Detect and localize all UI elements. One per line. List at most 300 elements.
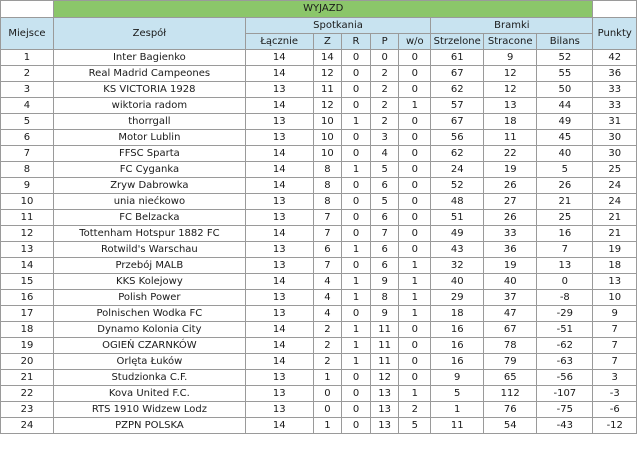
cell-stracone: 26	[484, 178, 537, 194]
cell-bilans: 0	[537, 274, 593, 290]
cell-strzelone: 9	[431, 370, 484, 386]
cell-bilans: 25	[537, 210, 593, 226]
cell-r: 1	[342, 338, 371, 354]
cell-miejsce: 10	[1, 194, 54, 210]
cell-strzelone: 52	[431, 178, 484, 194]
cell-bilans: 7	[537, 242, 593, 258]
cell-strzelone: 11	[431, 418, 484, 434]
cell-z: 2	[313, 354, 342, 370]
cell-miejsce: 15	[1, 274, 54, 290]
cell-bilans: -107	[537, 386, 593, 402]
cell-z: 11	[313, 82, 342, 98]
cell-zespol: Motor Lublin	[53, 130, 245, 146]
cell-lacznie: 14	[245, 274, 313, 290]
cell-miejsce: 11	[1, 210, 54, 226]
cell-wo: 0	[399, 338, 431, 354]
header-stracone: Stracone	[484, 34, 537, 50]
cell-zespol: FC Cyganka	[53, 162, 245, 178]
header-wo: w/o	[399, 34, 431, 50]
cell-p: 9	[370, 274, 399, 290]
cell-punkty: 36	[593, 66, 637, 82]
cell-zespol: FFSC Sparta	[53, 146, 245, 162]
cell-wo: 0	[399, 130, 431, 146]
cell-stracone: 36	[484, 242, 537, 258]
table-row	[1, 210, 637, 226]
cell-punkty: -3	[593, 386, 637, 402]
cell-zespol: Inter Bagienko	[53, 50, 245, 66]
table-row	[1, 194, 637, 210]
cell-p: 0	[370, 50, 399, 66]
table-row	[1, 146, 637, 162]
cell-wo: 1	[399, 306, 431, 322]
cell-lacznie: 14	[245, 322, 313, 338]
cell-strzelone: 5	[431, 386, 484, 402]
cell-z: 0	[313, 386, 342, 402]
cell-wo: 0	[399, 210, 431, 226]
cell-z: 1	[313, 370, 342, 386]
table-row	[1, 338, 637, 354]
title-spacer-right	[593, 1, 637, 18]
cell-z: 4	[313, 306, 342, 322]
cell-wo: 0	[399, 194, 431, 210]
cell-stracone: 76	[484, 402, 537, 418]
cell-punkty: 7	[593, 322, 637, 338]
cell-miejsce: 7	[1, 146, 54, 162]
cell-stracone: 78	[484, 338, 537, 354]
cell-stracone: 12	[484, 82, 537, 98]
cell-stracone: 112	[484, 386, 537, 402]
table-row	[1, 226, 637, 242]
cell-wo: 0	[399, 66, 431, 82]
cell-punkty: 31	[593, 114, 637, 130]
cell-bilans: -51	[537, 322, 593, 338]
cell-p: 2	[370, 114, 399, 130]
cell-z: 1	[313, 418, 342, 434]
table-row	[1, 402, 637, 418]
cell-strzelone: 51	[431, 210, 484, 226]
cell-zespol: KS VICTORIA 1928	[53, 82, 245, 98]
cell-r: 1	[342, 162, 371, 178]
cell-p: 11	[370, 354, 399, 370]
table-row	[1, 322, 637, 338]
cell-z: 14	[313, 50, 342, 66]
cell-miejsce: 20	[1, 354, 54, 370]
cell-bilans: -8	[537, 290, 593, 306]
cell-r: 0	[342, 66, 371, 82]
cell-lacznie: 13	[245, 258, 313, 274]
cell-strzelone: 48	[431, 194, 484, 210]
cell-r: 1	[342, 354, 371, 370]
cell-z: 10	[313, 146, 342, 162]
cell-stracone: 47	[484, 306, 537, 322]
header-row-top	[1, 18, 637, 34]
cell-punkty: 21	[593, 210, 637, 226]
cell-punkty: 30	[593, 146, 637, 162]
cell-miejsce: 14	[1, 258, 54, 274]
cell-z: 8	[313, 178, 342, 194]
cell-lacznie: 14	[245, 354, 313, 370]
cell-r: 0	[342, 50, 371, 66]
cell-strzelone: 56	[431, 130, 484, 146]
header-bramki: Bramki	[431, 18, 593, 34]
cell-z: 7	[313, 226, 342, 242]
cell-wo: 0	[399, 322, 431, 338]
cell-z: 6	[313, 242, 342, 258]
cell-bilans: 45	[537, 130, 593, 146]
cell-bilans: 26	[537, 178, 593, 194]
cell-bilans: 50	[537, 82, 593, 98]
cell-miejsce: 9	[1, 178, 54, 194]
cell-p: 9	[370, 306, 399, 322]
cell-z: 0	[313, 402, 342, 418]
cell-p: 13	[370, 402, 399, 418]
cell-wo: 0	[399, 146, 431, 162]
cell-lacznie: 13	[245, 386, 313, 402]
header-bilans: Bilans	[537, 34, 593, 50]
cell-stracone: 79	[484, 354, 537, 370]
cell-zespol: Rotwild's Warschau	[53, 242, 245, 258]
cell-z: 7	[313, 258, 342, 274]
cell-miejsce: 23	[1, 402, 54, 418]
cell-wo: 0	[399, 354, 431, 370]
cell-zespol: Kova United F.C.	[53, 386, 245, 402]
cell-lacznie: 13	[245, 114, 313, 130]
cell-strzelone: 32	[431, 258, 484, 274]
cell-stracone: 11	[484, 130, 537, 146]
cell-stracone: 9	[484, 50, 537, 66]
cell-miejsce: 17	[1, 306, 54, 322]
cell-bilans: -29	[537, 306, 593, 322]
cell-miejsce: 1	[1, 50, 54, 66]
table-row	[1, 66, 637, 82]
cell-lacznie: 13	[245, 290, 313, 306]
cell-punkty: 7	[593, 338, 637, 354]
cell-r: 1	[342, 290, 371, 306]
cell-zespol: FC Belzacka	[53, 210, 245, 226]
cell-wo: 0	[399, 242, 431, 258]
cell-strzelone: 67	[431, 66, 484, 82]
cell-strzelone: 67	[431, 114, 484, 130]
cell-wo: 0	[399, 226, 431, 242]
cell-bilans: 40	[537, 146, 593, 162]
cell-miejsce: 12	[1, 226, 54, 242]
table-row	[1, 418, 637, 434]
cell-zespol: Dynamo Kolonia City	[53, 322, 245, 338]
header-z: Z	[313, 34, 342, 50]
cell-p: 13	[370, 418, 399, 434]
cell-stracone: 37	[484, 290, 537, 306]
cell-p: 6	[370, 242, 399, 258]
cell-miejsce: 8	[1, 162, 54, 178]
cell-stracone: 12	[484, 66, 537, 82]
title-row	[1, 1, 637, 18]
cell-r: 0	[342, 178, 371, 194]
cell-z: 7	[313, 210, 342, 226]
cell-p: 11	[370, 338, 399, 354]
cell-bilans: -63	[537, 354, 593, 370]
cell-z: 8	[313, 194, 342, 210]
cell-strzelone: 43	[431, 242, 484, 258]
cell-punkty: 18	[593, 258, 637, 274]
cell-stracone: 33	[484, 226, 537, 242]
cell-z: 10	[313, 114, 342, 130]
cell-stracone: 13	[484, 98, 537, 114]
cell-strzelone: 29	[431, 290, 484, 306]
cell-stracone: 19	[484, 162, 537, 178]
cell-bilans: -43	[537, 418, 593, 434]
cell-strzelone: 16	[431, 322, 484, 338]
cell-r: 0	[342, 130, 371, 146]
cell-punkty: 21	[593, 226, 637, 242]
cell-p: 7	[370, 226, 399, 242]
cell-r: 0	[342, 402, 371, 418]
table-row	[1, 370, 637, 386]
header-lacznie: Łącznie	[245, 34, 313, 50]
cell-p: 11	[370, 322, 399, 338]
cell-wo: 0	[399, 178, 431, 194]
cell-wo: 1	[399, 98, 431, 114]
cell-p: 6	[370, 210, 399, 226]
cell-lacznie: 14	[245, 226, 313, 242]
cell-punkty: 24	[593, 194, 637, 210]
cell-strzelone: 16	[431, 338, 484, 354]
cell-zespol: Zryw Dabrowka	[53, 178, 245, 194]
cell-wo: 2	[399, 402, 431, 418]
cell-miejsce: 3	[1, 82, 54, 98]
cell-p: 6	[370, 258, 399, 274]
cell-punkty: 19	[593, 242, 637, 258]
cell-zespol: RTS 1910 Widzew Lodz	[53, 402, 245, 418]
cell-stracone: 65	[484, 370, 537, 386]
cell-p: 4	[370, 146, 399, 162]
cell-zespol: thorrgall	[53, 114, 245, 130]
cell-bilans: 13	[537, 258, 593, 274]
cell-z: 2	[313, 338, 342, 354]
cell-p: 2	[370, 82, 399, 98]
cell-r: 0	[342, 194, 371, 210]
cell-r: 0	[342, 82, 371, 98]
cell-zespol: Real Madrid Campeones	[53, 66, 245, 82]
cell-lacznie: 13	[245, 194, 313, 210]
table-row	[1, 50, 637, 66]
cell-zespol: wiktoria radom	[53, 98, 245, 114]
cell-lacznie: 14	[245, 178, 313, 194]
cell-punkty: 10	[593, 290, 637, 306]
table-row	[1, 354, 637, 370]
cell-strzelone: 49	[431, 226, 484, 242]
cell-bilans: 44	[537, 98, 593, 114]
cell-miejsce: 4	[1, 98, 54, 114]
cell-punkty: 3	[593, 370, 637, 386]
cell-wo: 0	[399, 50, 431, 66]
cell-wo: 0	[399, 114, 431, 130]
cell-miejsce: 21	[1, 370, 54, 386]
cell-miejsce: 5	[1, 114, 54, 130]
cell-strzelone: 18	[431, 306, 484, 322]
table-row	[1, 114, 637, 130]
cell-strzelone: 1	[431, 402, 484, 418]
cell-lacznie: 13	[245, 370, 313, 386]
cell-miejsce: 22	[1, 386, 54, 402]
cell-r: 0	[342, 306, 371, 322]
cell-miejsce: 24	[1, 418, 54, 434]
cell-wo: 5	[399, 418, 431, 434]
cell-r: 0	[342, 146, 371, 162]
cell-stracone: 26	[484, 210, 537, 226]
cell-wo: 0	[399, 162, 431, 178]
table-row	[1, 290, 637, 306]
cell-stracone: 27	[484, 194, 537, 210]
cell-bilans: 52	[537, 50, 593, 66]
cell-stracone: 67	[484, 322, 537, 338]
table-row	[1, 82, 637, 98]
cell-bilans: 5	[537, 162, 593, 178]
cell-bilans: -56	[537, 370, 593, 386]
cell-stracone: 18	[484, 114, 537, 130]
table-row	[1, 258, 637, 274]
cell-zespol: Polnischen Wodka FC	[53, 306, 245, 322]
cell-z: 2	[313, 322, 342, 338]
cell-r: 0	[342, 418, 371, 434]
cell-bilans: -75	[537, 402, 593, 418]
cell-wo: 1	[399, 386, 431, 402]
cell-punkty: 42	[593, 50, 637, 66]
table-row	[1, 130, 637, 146]
cell-lacznie: 14	[245, 338, 313, 354]
cell-lacznie: 13	[245, 130, 313, 146]
cell-wo: 0	[399, 82, 431, 98]
cell-wo: 0	[399, 370, 431, 386]
cell-wo: 1	[399, 274, 431, 290]
cell-zespol: Tottenham Hotspur 1882 FC	[53, 226, 245, 242]
cell-bilans: 21	[537, 194, 593, 210]
cell-punkty: 9	[593, 306, 637, 322]
header-r: R	[342, 34, 371, 50]
table-row	[1, 162, 637, 178]
cell-bilans: 49	[537, 114, 593, 130]
cell-punkty: 7	[593, 354, 637, 370]
cell-lacznie: 14	[245, 66, 313, 82]
cell-miejsce: 19	[1, 338, 54, 354]
cell-stracone: 40	[484, 274, 537, 290]
cell-zespol: Polish Power	[53, 290, 245, 306]
cell-zespol: Przebój MALB	[53, 258, 245, 274]
header-p: P	[370, 34, 399, 50]
cell-strzelone: 61	[431, 50, 484, 66]
cell-zespol: unia niećkowo	[53, 194, 245, 210]
cell-punkty: -6	[593, 402, 637, 418]
cell-lacznie: 14	[245, 418, 313, 434]
cell-strzelone: 62	[431, 146, 484, 162]
cell-lacznie: 14	[245, 98, 313, 114]
table-row	[1, 242, 637, 258]
cell-zespol: PZPN POLSKA	[53, 418, 245, 434]
cell-p: 5	[370, 194, 399, 210]
cell-strzelone: 62	[431, 82, 484, 98]
cell-z: 12	[313, 98, 342, 114]
cell-punkty: 33	[593, 98, 637, 114]
cell-strzelone: 16	[431, 354, 484, 370]
cell-miejsce: 6	[1, 130, 54, 146]
table-row	[1, 386, 637, 402]
table-row	[1, 178, 637, 194]
cell-punkty: 25	[593, 162, 637, 178]
header-miejsce: Miejsce	[1, 18, 54, 50]
cell-z: 4	[313, 290, 342, 306]
cell-bilans: -62	[537, 338, 593, 354]
cell-punkty: -12	[593, 418, 637, 434]
cell-miejsce: 16	[1, 290, 54, 306]
cell-strzelone: 24	[431, 162, 484, 178]
table-title: WYJAZD	[53, 1, 592, 18]
cell-zespol: Orlęta Łuków	[53, 354, 245, 370]
cell-p: 3	[370, 130, 399, 146]
table-row	[1, 274, 637, 290]
cell-r: 1	[342, 322, 371, 338]
header-punkty: Punkty	[593, 18, 637, 50]
cell-p: 12	[370, 370, 399, 386]
cell-lacznie: 13	[245, 402, 313, 418]
cell-lacznie: 14	[245, 162, 313, 178]
cell-miejsce: 18	[1, 322, 54, 338]
cell-r: 0	[342, 370, 371, 386]
cell-lacznie: 14	[245, 50, 313, 66]
cell-r: 0	[342, 258, 371, 274]
cell-lacznie: 13	[245, 210, 313, 226]
cell-wo: 1	[399, 258, 431, 274]
cell-lacznie: 13	[245, 306, 313, 322]
cell-punkty: 33	[593, 82, 637, 98]
cell-punkty: 30	[593, 130, 637, 146]
cell-miejsce: 13	[1, 242, 54, 258]
cell-punkty: 13	[593, 274, 637, 290]
cell-p: 13	[370, 386, 399, 402]
cell-z: 10	[313, 130, 342, 146]
cell-lacznie: 13	[245, 242, 313, 258]
cell-r: 0	[342, 98, 371, 114]
cell-r: 0	[342, 386, 371, 402]
cell-z: 8	[313, 162, 342, 178]
cell-miejsce: 2	[1, 66, 54, 82]
title-spacer-left	[1, 1, 54, 18]
cell-p: 6	[370, 178, 399, 194]
cell-lacznie: 13	[245, 82, 313, 98]
cell-z: 12	[313, 66, 342, 82]
cell-zespol: Studzionka C.F.	[53, 370, 245, 386]
cell-r: 0	[342, 210, 371, 226]
cell-r: 0	[342, 226, 371, 242]
cell-zespol: OGIEŃ CZARNKÓW	[53, 338, 245, 354]
cell-bilans: 16	[537, 226, 593, 242]
cell-strzelone: 57	[431, 98, 484, 114]
cell-stracone: 22	[484, 146, 537, 162]
cell-bilans: 55	[537, 66, 593, 82]
header-zespol: Zespół	[53, 18, 245, 50]
table-row	[1, 306, 637, 322]
cell-p: 2	[370, 66, 399, 82]
table-row	[1, 98, 637, 114]
cell-p: 5	[370, 162, 399, 178]
cell-z: 4	[313, 274, 342, 290]
header-strzelone: Strzelone	[431, 34, 484, 50]
cell-punkty: 24	[593, 178, 637, 194]
cell-stracone: 54	[484, 418, 537, 434]
cell-stracone: 19	[484, 258, 537, 274]
cell-r: 1	[342, 114, 371, 130]
cell-r: 1	[342, 274, 371, 290]
cell-strzelone: 40	[431, 274, 484, 290]
cell-lacznie: 14	[245, 146, 313, 162]
